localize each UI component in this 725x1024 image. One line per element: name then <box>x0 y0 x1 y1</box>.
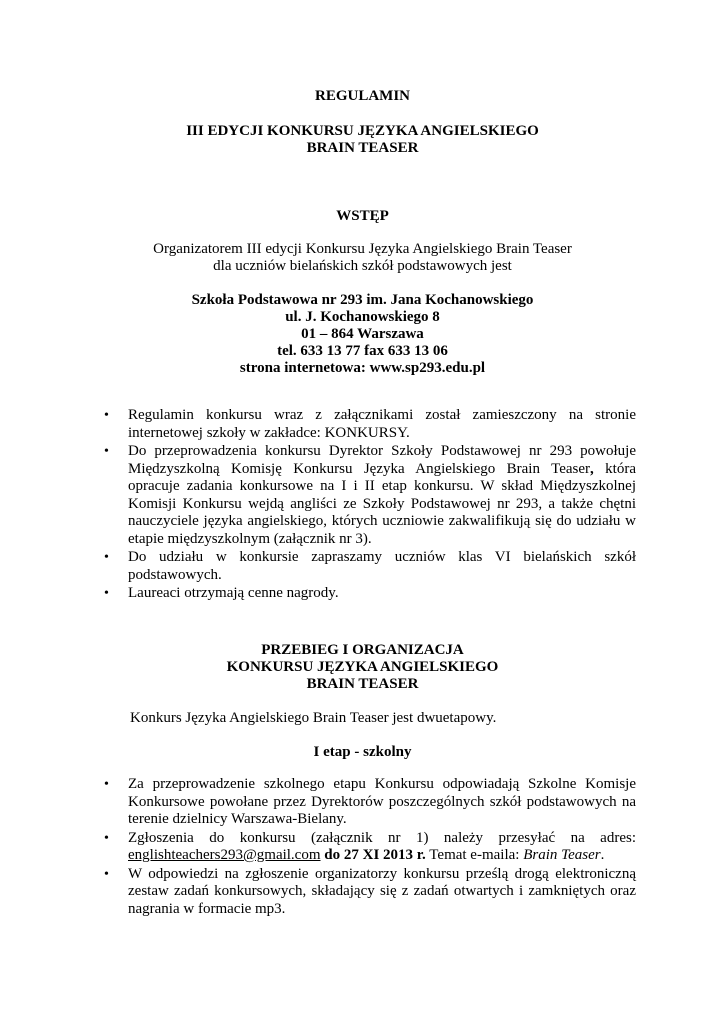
bullet-icon: • <box>104 830 109 846</box>
bullet-icon: • <box>104 408 109 423</box>
bullet-icon: • <box>104 550 109 565</box>
stage1-bullet-list <box>104 776 636 918</box>
section2-intro: Konkurs Języka Angielskiego Brain Teaser jest dwuetapowy. <box>130 710 497 726</box>
list-item: • Do przeprowadzenia konkursu Dyrektor Szkoły Podstawowej nr 293 powołuje Międzyszkolną Komisję Konkursu Języka Angielskiego Brain Teaser, która opracuje zadania konkursowe na I i II etap konkursu. W skład Międzyszkolnej Komisji Konkursu wejdą angliści ze Szkoły Podstawowej nr 293, a także chętni nauczyciele języka angielskiego, których uczniowie zakwalifikują się do udziału w etapie międzyszkolnym (załącznik nr 3). <box>104 443 636 547</box>
list-item: • Do udziału w konkursie zapraszamy uczniów klas VI bielańskich szkół podstawowych. <box>104 549 636 583</box>
document-subtitle-line1: III EDYCJI KONKURSU JĘZYKA ANGIELSKIEGO <box>186 123 539 139</box>
document-subtitle-line2: BRAIN TEASER <box>306 140 419 156</box>
list-item: • Laureaci otrzymają cenne nagrody. <box>104 585 339 601</box>
bullet-icon: • <box>104 444 109 459</box>
deadline: do 27 XI 2013 r. <box>320 847 426 863</box>
document-title: REGULAMIN <box>314 88 410 104</box>
intro-line1: Organizatorem III edycji Konkursu Języka Angielskiego Brain Teaser <box>153 241 572 257</box>
list-item: • W odpowiedzi na zgłoszenie organizatorzy konkursu prześlą drogą elektroniczną zestaw zadań konkursowych, składający się z zadań otwartych i zamkniętych oraz nagrania w formacie mp3. <box>104 865 636 917</box>
stage-heading: I etap - szkolny <box>313 744 412 760</box>
school-website: strona internetowa: www.sp293.edu.pl <box>239 360 486 376</box>
list-item: • Regulamin konkursu wraz z załącznikami został zamieszczony na stronie internetowej szkoły w zakładce: KONKURSY. <box>104 407 636 441</box>
school-street: ul. J. Kochanowskiego 8 <box>285 309 440 325</box>
intro-heading: WSTĘP <box>336 208 389 224</box>
school-name: Szkoła Podstawowa nr 293 im. Jana Kochanowskiego <box>191 292 534 308</box>
section2-heading-line1: PRZEBIEG I ORGANIZACJA <box>261 642 464 658</box>
school-city: 01 – 864 Warszawa <box>301 326 424 342</box>
bullet-icon: • <box>104 777 109 792</box>
intro-line2: dla uczniów bielańskich szkół podstawowych jest <box>213 258 512 274</box>
list-item: • Zgłoszenia do konkursu (załącznik nr 1) należy przesyłać na adres: englishteachers293@gmail.com do 27 XI 2013 r. Temat e-maila: Brain Teaser. <box>104 829 636 863</box>
email-link[interactable]: englishteachers293@gmail.com <box>128 847 321 863</box>
section2-heading-line2: KONKURSU JĘZYKA ANGIELSKIEGO <box>226 659 499 675</box>
bullet-icon: • <box>104 866 109 882</box>
school-phone: tel. 633 13 77 fax 633 13 06 <box>277 343 448 359</box>
intro-bullet-list <box>104 407 636 603</box>
bullet-icon: • <box>104 586 109 601</box>
section2-heading-line3: BRAIN TEASER <box>306 676 419 692</box>
list-item: • Za przeprowadzenie szkolnego etapu Konkursu odpowiadają Szkolne Komisje Konkursowe powołane przez Dyrektorów poszczególnych szkół podstawowych na terenie dzielnicy Warszawa-Bielany. <box>104 776 636 827</box>
